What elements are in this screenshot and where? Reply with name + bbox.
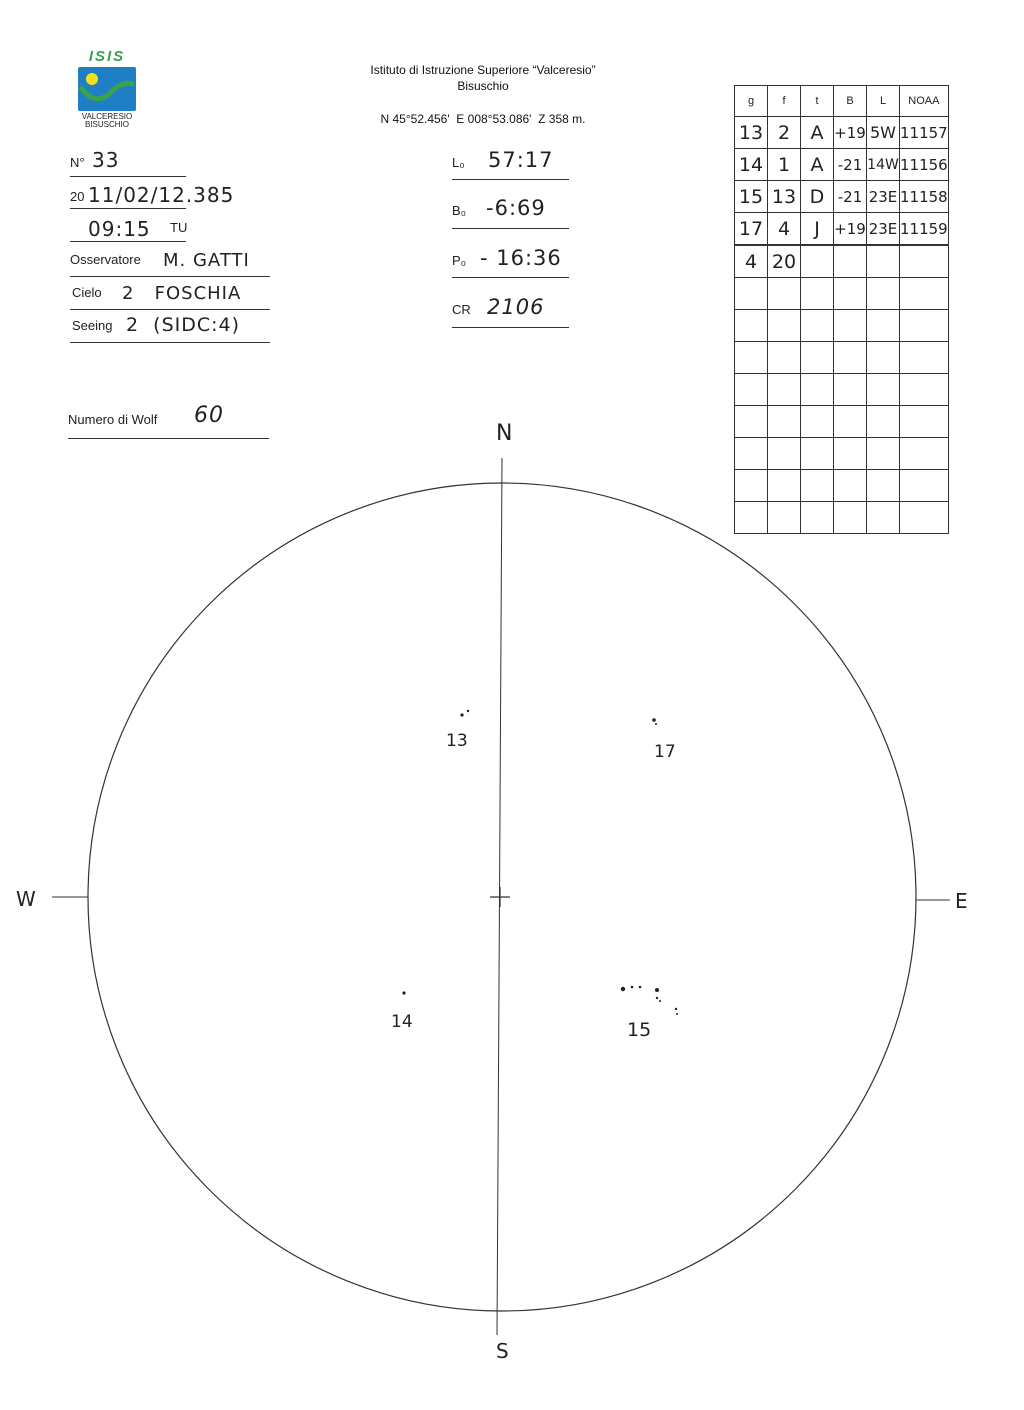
logo-title: ISIS (88, 48, 126, 65)
p0-value: - 16:36 (480, 246, 562, 270)
time-value: 09:15 (88, 217, 151, 241)
sunspot (655, 988, 659, 992)
table-cell: 11158 (900, 181, 949, 213)
number-value: 33 (92, 148, 120, 172)
table-cell: 11159 (900, 213, 949, 246)
institute-name: Istituto di Istruzione Superiore “Valceresio” (370, 63, 596, 77)
seeing-value: 2 (SIDC:4) (126, 314, 241, 336)
observer-value: M. GATTI (163, 250, 250, 271)
north-label: N (496, 421, 513, 446)
table-cell: 14 (735, 149, 768, 181)
table-cell: 14W (867, 149, 900, 181)
sky-label: Cielo (72, 285, 102, 300)
table-cell: 4 (768, 213, 801, 246)
table-cell: 2 (768, 117, 801, 149)
group-15-label: 15 (627, 1019, 652, 1041)
logo-line1: VALCERESIO (81, 112, 133, 121)
l0-value: 57:17 (488, 148, 554, 172)
sunspot (676, 1013, 678, 1015)
table-cell: A (801, 117, 834, 149)
seeing-label: Seeing (72, 318, 113, 333)
wolf-value: 60 (194, 403, 224, 428)
time-unit: TU (170, 220, 188, 235)
total-spots: 20 (768, 245, 801, 278)
group-13-label: 13 (446, 731, 468, 751)
table-cell: 13 (735, 117, 768, 149)
table-cell: +19 (834, 117, 867, 149)
observatory-coords: N 45°52.456' E 008°53.086' Z 358 m. (380, 112, 586, 126)
sunspot (631, 986, 634, 989)
cr-label: CR (452, 302, 471, 317)
sunspot (639, 986, 642, 989)
column-header: B (834, 86, 867, 117)
wolf-label: Numero di Wolf (68, 412, 158, 427)
table-cell: +19 (834, 213, 867, 246)
total-groups: 4 (735, 245, 768, 278)
sunspot (402, 991, 405, 994)
p0-label: P₀ (452, 253, 467, 268)
sunspot (460, 713, 463, 716)
west-label: W (16, 887, 36, 911)
table-cell: -21 (834, 149, 867, 181)
column-header: t (801, 86, 834, 117)
table-cell: 23E (867, 213, 900, 246)
table-cell: 1 (768, 149, 801, 181)
sunspot (621, 987, 625, 991)
column-header: NOAA (900, 86, 949, 117)
table-cell: -21 (834, 181, 867, 213)
l0-label: L₀ (452, 155, 465, 170)
table-cell: 15 (735, 181, 768, 213)
table-cell: 13 (768, 181, 801, 213)
institute-city: Bisuschio (457, 79, 509, 93)
column-header: L (867, 86, 900, 117)
column-header: g (735, 86, 768, 117)
date-value: 11/02/12.385 (88, 183, 235, 207)
table-cell: D (801, 181, 834, 213)
sunspot (675, 1008, 677, 1010)
table-cell: 23E (867, 181, 900, 213)
table-cell: A (801, 149, 834, 181)
b0-label: B₀ (452, 203, 467, 218)
sunspot (652, 718, 656, 722)
group-17-label: 17 (654, 742, 676, 762)
table-cell: 5W (867, 117, 900, 149)
sunspot (656, 997, 658, 999)
cr-value: 2106 (487, 295, 545, 319)
date-prefix: 20 (70, 189, 85, 204)
table-cell: 11157 (900, 117, 949, 149)
east-label: E (955, 889, 968, 913)
group-14-label: 14 (391, 1012, 413, 1032)
observer-label: Osservatore (70, 252, 141, 267)
b0-value: -6:69 (486, 196, 546, 220)
sunspot (655, 723, 657, 725)
number-label: N° (70, 155, 85, 170)
sky-value: 2 FOSCHIA (122, 283, 242, 304)
table-cell: 11156 (900, 149, 949, 181)
sunspot (467, 710, 469, 712)
table-cell: 17 (735, 213, 768, 246)
sunspot (659, 1000, 661, 1002)
table-cell: J (801, 213, 834, 246)
logo-line2: BISUSCHIO (84, 120, 129, 129)
column-header: f (768, 86, 801, 117)
south-label: S (496, 1339, 509, 1363)
